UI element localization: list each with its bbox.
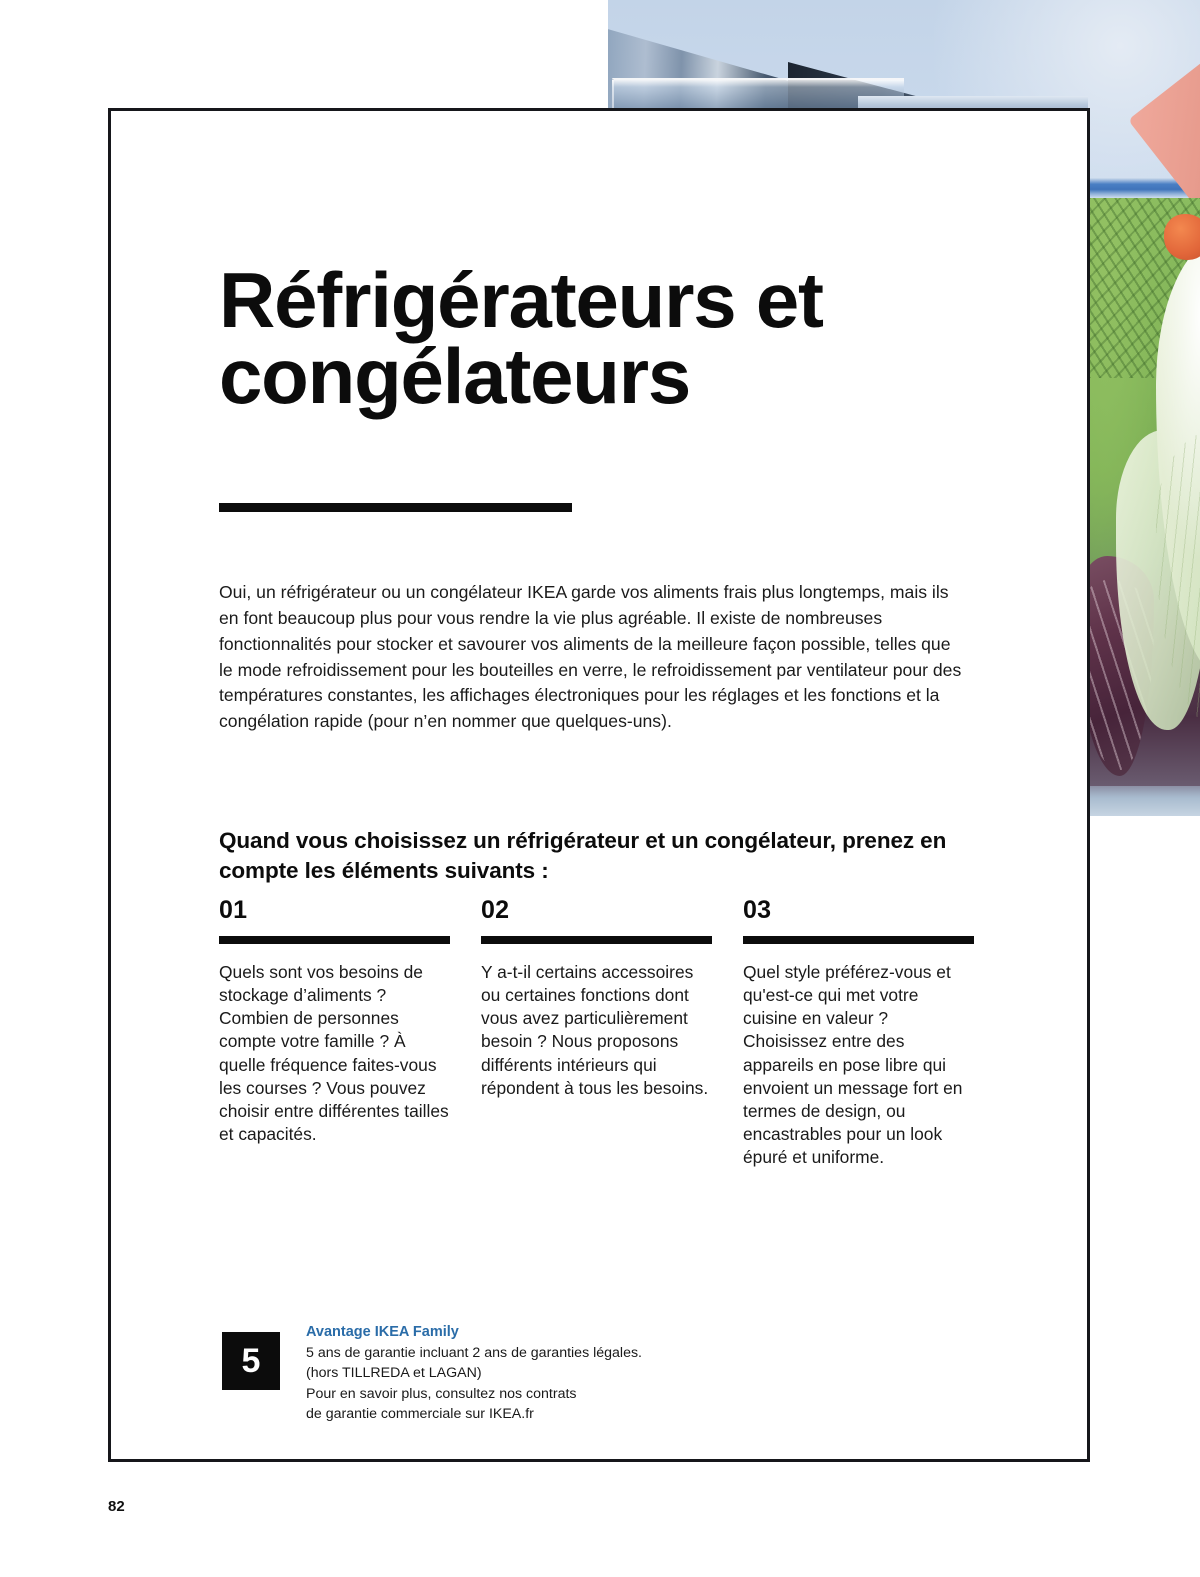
consideration-body: Quel style préférez-vous et qu'est-ce qui met votre cuisine en valeur ? Choisissez entre des appareils en pose libre qui envoient un message fort en termes de design, ou encastrables pour un look épuré et uniforme. [743,962,963,1168]
family-badge: 5 [222,1332,280,1390]
family-benefit-line: 5 ans de garantie incluant 2 ans de garanties légales. [306,1345,643,1362]
intro-paragraph: Oui, un réfrigérateur ou un congélateur IKEA garde vos aliments frais plus longtemps, mais ils en font beaucoup plus pour vous rendre la vie plus agréable. Il existe de nombreuses fonctionnalités pour stocker et savourer vos aliments de la meilleure façon possible, telles que le mode refroidissement pour les bouteilles en verre, le refroidissement par ventilateur pour des températures constantes, les affichages électroniques pour les réglages et les fonctions et la congélation rapide (pour n’en nommer que quelques-uns). [219,582,962,732]
photo-orange-vegetable [1164,214,1200,260]
family-benefit-line: Pour en savoir plus, consultez nos contrats [306,1385,577,1402]
ikea-family-benefit [222,1324,643,1424]
consideration-rule [481,936,712,944]
family-text-block [306,1322,642,1424]
consideration-column [481,898,712,1169]
page-number: 82 [108,1498,125,1515]
consideration-column [219,898,450,1169]
title-rule [219,503,572,512]
consideration-body: Quels sont vos besoins de stockage d’aliments ? Combien de personnes compte votre famille ? À quelle fréquence faites-vous les courses ? Vous pouvez choisir entre différentes tailles et capacités. [219,962,449,1144]
family-benefit-line: (hors TILLREDA et LAGAN) [306,1365,482,1382]
photo-glass-base [1078,786,1200,816]
consideration-number: 01 [219,896,248,924]
consideration-number: 03 [743,896,772,924]
consideration-number: 02 [481,896,510,924]
consideration-rule [219,936,450,944]
considerations-columns [219,898,975,1169]
consideration-column [743,898,974,1169]
consideration-rule [743,936,974,944]
family-benefit-line: de garantie commerciale sur IKEA.fr [306,1405,534,1422]
family-benefit-title: Avantage IKEA Family [306,1324,459,1340]
consideration-body: Y a-t-il certains accessoires ou certaines fonctions dont vous avez particulièrement besoin ? Nous proposons différents intérieurs qui répondent à tous les besoins. [481,962,709,1098]
page-title: Réfrigérateurs et congélateurs [219,256,823,421]
section-subheading: Quand vous choisissez un réfrigérateur et un congélateur, prenez en compte les éléments suivants : [219,828,947,883]
